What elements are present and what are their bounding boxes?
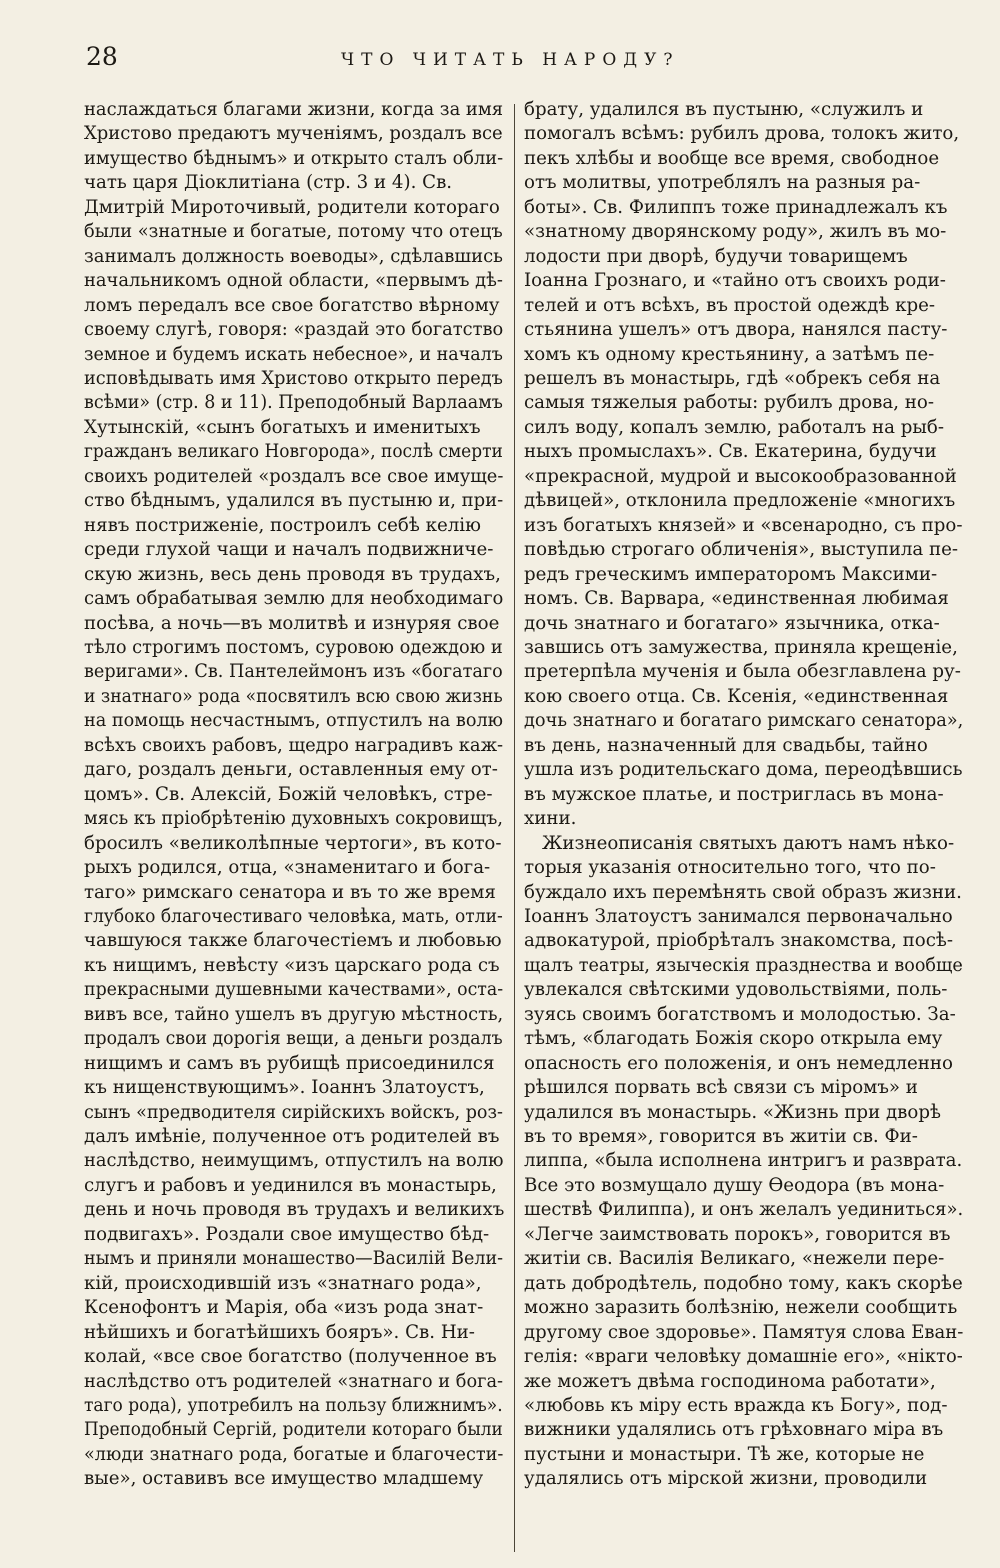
text-line: продалъ свои дорогiя вещи, а деньги роздалъ: [84, 1028, 503, 1050]
text-line: къ нищимъ, невѣсту «изъ царскаго рода съ: [84, 954, 500, 976]
text-line: рыхъ родился, отца, «знаменитаго и бога-: [84, 857, 491, 879]
text-line: колай, «все свое богатство (полученное въ: [84, 1346, 497, 1368]
text-line: Христово предаютъ мученiямъ, роздалъ все: [84, 123, 503, 145]
text-line: буждало ихъ перемѣнять свой образъ жизни.: [524, 881, 962, 903]
text-line: вижники удалялись отъ грѣховнаго мiра въ: [524, 1419, 944, 1441]
text-line: тѣло строгимъ постомъ, суровою одеждою и: [84, 636, 503, 658]
text-line: шествѣ Филиппа), и онъ желалъ уединиться».: [524, 1199, 964, 1221]
text-line: решелъ въ монастырь, гдѣ «обрекъ себя на: [524, 367, 941, 389]
text-line: земное и будемъ искать небесное», и началъ: [84, 343, 503, 365]
text-line: мясь къ прiобрѣтенiю духовныхъ сокровищъ,: [84, 808, 503, 830]
text-line: сынъ «предводителя сирiйскихъ войскъ, роз-: [84, 1101, 503, 1123]
text-line: «люди знатнаго рода, богатые и благочести-: [84, 1443, 504, 1465]
text-line: къ нищенствующимъ». Iоаннъ Златоустъ,: [84, 1077, 485, 1099]
text-line: наслаждаться благами жизни, когда за имя: [84, 99, 504, 120]
text-line: вые», оставивъ все имущество младшему: [84, 1468, 484, 1490]
text-line: же можетъ двѣма господинома работати»,: [524, 1370, 936, 1392]
right-text-column: [524, 98, 964, 1492]
text-line: веригами». Св. Пантелеймонъ изъ «богатаго: [84, 661, 503, 683]
text-line: помогалъ всѣмъ: рубилъ дрова, толокъ жито,: [524, 123, 960, 145]
text-line: отъ молитвы, употреблялъ на разныя ра-: [524, 172, 921, 194]
page-header: [86, 40, 960, 80]
text-line: даго, роздалъ деньги, оставленныя ему от-: [84, 759, 498, 781]
text-line: претерпѣла мученiя и была обезглавлена ру-: [524, 661, 961, 683]
text-line: «любовь къ мiру есть вражда къ Богу», под-: [524, 1395, 948, 1417]
text-line: таго рода), употребилъ на пользу ближнимъ».: [84, 1395, 503, 1417]
text-line: телей и отъ всѣхъ, въ простой одеждѣ кре-: [524, 294, 936, 316]
text-line: имущество бѣднымъ» и открыто сталъ обли-: [84, 147, 504, 169]
text-line: Iоанна Грознаго, и «тайно отъ своихъ роди-: [524, 270, 946, 292]
text-line: «Легче заимствовать порокъ», говорится въ: [524, 1223, 951, 1245]
text-line: «знатному дворянскому роду», жилъ въ мо-: [524, 221, 947, 243]
text-line: редъ греческимъ императоромъ Максими-: [524, 563, 938, 585]
text-line: лодости при дворѣ, будучи товарищемъ: [524, 245, 908, 267]
text-line: чавшуюся также благочестiемъ и любовью: [84, 930, 502, 952]
text-line: номъ. Св. Варвара, «единственная любимая: [524, 588, 949, 610]
text-line: глубоко благочестиваго человѣка, мать, отли-: [84, 905, 503, 927]
text-line: бросилъ «великолѣпные чертоги», въ кото-: [84, 832, 502, 854]
text-line: «прекрасной, мудрой и высокообразованной: [524, 465, 957, 487]
text-line: наслѣдство отъ родителей «знатнаго и бога-: [84, 1370, 504, 1392]
text-line: въ день, назначенный для свадьбы, тайно: [524, 734, 928, 756]
text-line: нымъ и приняли монашество—Василiй Вели-: [84, 1248, 504, 1270]
text-line: щалъ театры, языческiя празднества и вообще: [524, 954, 963, 976]
text-line: липпа, «была исполнена интригъ и разврата.: [524, 1150, 963, 1172]
text-line: увлекался свѣтскими удовольствiями, поль-: [524, 979, 948, 1001]
text-line: дѣвицей», отклонила предложенiе «многихъ: [524, 490, 956, 512]
text-line: таго» римскаго сенатора и въ то же время: [84, 881, 496, 903]
text-line: начальникомъ одной области, «первымъ дѣ-: [84, 270, 503, 292]
text-line: въ то время», говорится въ житiи св. Фи-: [524, 1126, 918, 1148]
text-line: хомъ къ одному крестьянину, а затѣмъ пе-: [524, 343, 935, 365]
text-line: самыя тяжелыя работы: рубилъ дрова, но-: [524, 392, 935, 414]
text-line: пустыни и монастыри. Тѣ же, которые не: [524, 1443, 925, 1465]
text-line: силъ воду, копалъ землю, работалъ на рыб-: [524, 416, 944, 438]
text-line: среди глухой чащи и началъ подвижниче-: [84, 539, 494, 561]
text-line: ушла изъ родительскаго дома, переодѣвшись: [524, 759, 963, 781]
text-line: Преподобный Сергiй, родители котораго были: [84, 1419, 503, 1441]
text-line: Все это возмущало душу Ѳеодора (въ мона-: [524, 1174, 945, 1196]
text-line: и знатнаго» рода «посвятилъ всю свою жизнь: [84, 685, 503, 707]
text-line: повѣдью строгаго обличенiя», выступила пе-: [524, 539, 959, 561]
running-title: ЧТО ЧИТАТЬ НАРОДУ?: [341, 50, 680, 70]
text-line: ломъ передалъ все свое богатство вѣрному: [84, 294, 500, 316]
text-line: цомъ». Св. Алексiй, Божiй человѣкъ, стре-: [84, 783, 493, 805]
text-line: торыя указанiя относительно того, что по-: [524, 857, 936, 879]
text-line: Ксенофонтъ и Марiя, оба «изъ рода знат-: [84, 1297, 484, 1319]
text-line: Дмитрiй Мироточивый, родители котораго: [84, 196, 500, 218]
text-line: Iоаннъ Златоустъ занимался первоначально: [524, 905, 953, 927]
text-line: дочь знатнаго и богатаго» язычника, отка-: [524, 612, 940, 634]
text-line: прекрасными душевными качествами», оста-: [84, 979, 504, 1001]
text-line: кою своего отца. Св. Ксенiя, «единственная: [524, 685, 949, 707]
text-line: хини.: [524, 808, 577, 830]
text-line: ство бѣднымъ, удалился въ пустыню и, при-: [84, 490, 504, 512]
text-line: день и ночь проводя въ трудахъ и великихъ: [84, 1199, 504, 1221]
text-line: самъ обрабатывая землю для необходимаго: [84, 588, 504, 610]
text-line: адвокатурой, прiобрѣталъ знакомства, посѣ-: [524, 930, 953, 952]
text-line: нявъ постриженiе, построилъ себѣ келiю: [84, 514, 481, 536]
text-line: были «знатные и богатые, потому что отецъ: [84, 221, 503, 243]
text-line: рѣшился порвать всѣ связи съ мiромъ» и: [524, 1077, 918, 1099]
text-line: тѣмъ, «благодать Божiя скоро открыла ему: [524, 1028, 943, 1050]
page-number: 28: [86, 42, 118, 71]
text-line: ныхъ промыслахъ». Св. Екатерина, будучи: [524, 441, 937, 463]
text-line: пекъ хлѣбы и вообще все время, свободное: [524, 147, 940, 169]
text-line: другому свое здоровье». Памятуя слова Еван-: [524, 1321, 964, 1343]
text-line: гражданъ великаго Новгорода», послѣ смерти: [84, 441, 503, 463]
text-line: можно заразить болѣзнiю, нежели сообщить: [524, 1297, 958, 1319]
text-line: Жизнеописанiя святыхъ даютъ намъ нѣко-: [542, 832, 955, 854]
text-line: боты». Св. Филиппъ тоже принадлежалъ къ: [524, 196, 948, 218]
text-line: стьянина ушелъ» отъ двора, нанялся пасту-: [524, 319, 948, 341]
text-line: на помощь несчастнымъ, отпустилъ на волю: [84, 710, 504, 732]
text-line: подвигахъ». Роздали свое имущество бѣд-: [84, 1223, 490, 1245]
text-line: Хутынскiй, «сынъ богатыхъ и именитыхъ: [84, 416, 481, 438]
text-line: дать добродѣтель, подобно тому, какъ скорѣе: [524, 1272, 963, 1294]
text-line: слугъ и рабовъ и уединился въ монастырь,: [84, 1174, 497, 1196]
text-line: вивъ все, тайно ушелъ въ другую мѣстность,: [84, 1003, 504, 1025]
text-line: брату, удалился въ пустыню, «служилъ и: [524, 99, 924, 120]
text-line: всѣхъ своихъ рабовъ, щедро наградивъ каж-: [84, 734, 504, 756]
text-line: нѣйшихъ и богатѣйшихъ бояръ». Св. Ни-: [84, 1321, 475, 1343]
text-line: занималъ должность воеводы», сдѣлавшись: [84, 245, 503, 267]
text-line: зуясь своимъ богатствомъ и молодостью. За-: [524, 1003, 956, 1025]
text-line: всѣми» (стр. 8 и 11). Преподобный Варлаамъ: [84, 392, 503, 414]
text-line: посѣва, а ночь—въ молитвѣ и изнуряя свое: [84, 612, 500, 634]
text-line: чать царя Дiоклитiана (стр. 3 и 4). Св.: [84, 172, 453, 194]
text-line: кiй, происходившiй изъ «знатнаго рода»,: [84, 1272, 482, 1294]
text-line: житiи св. Василiя Великаго, «нежели пере-: [524, 1248, 945, 1270]
text-line: исповѣдывать имя Христово открыто передъ: [84, 367, 503, 389]
text-line: дочь знатнаго и богатаго римскаго сенатора»,: [524, 710, 964, 732]
text-line: гелiя: «враги человѣку домашнiе его», «нікто-: [524, 1346, 963, 1368]
left-text-column: [84, 98, 504, 1492]
text-line: изъ богатыхъ князей» и «всенародно, съ про-: [524, 514, 963, 536]
text-line: наслѣдство, неимущимъ, отпустилъ на волю: [84, 1150, 504, 1172]
text-line: своему слугѣ, говоря: «раздай это богатство: [84, 319, 504, 341]
text-line: далъ имѣнiе, полученное отъ родителей въ: [84, 1126, 500, 1148]
text-line: опасность его положенiя, и онъ немедленно: [524, 1052, 954, 1074]
text-line: удалялись отъ мiрской жизни, проводили: [524, 1468, 928, 1490]
text-line: нищимъ и самъ въ рубищѣ присоединился: [84, 1052, 495, 1074]
text-line: удалился въ монастырь. «Жизнь при дворѣ: [524, 1101, 941, 1123]
text-line: своихъ родителей «роздалъ все свое имуще-: [84, 465, 504, 487]
column-divider: [514, 104, 515, 1552]
text-line: въ мужское платье, и постриглась въ мона-: [524, 783, 944, 805]
text-line: завшись отъ замужества, приняла крещенiе,: [524, 636, 958, 658]
text-line: скую жизнь, весь день проводя въ трудахъ,: [84, 563, 501, 585]
